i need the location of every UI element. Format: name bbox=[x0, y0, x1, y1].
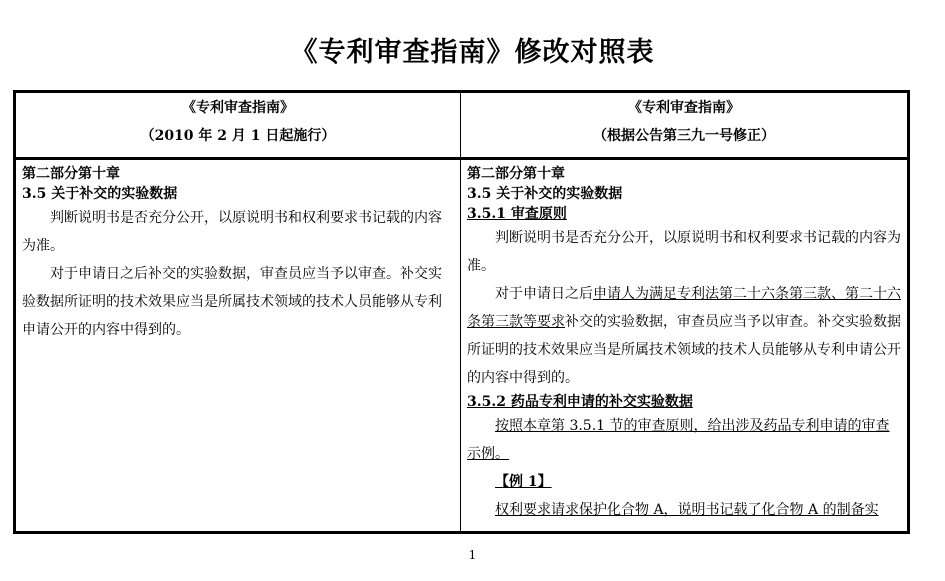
right-paragraph-3: 按照本章第 3.5.1 节的审查原则，给出涉及药品专利申请的审查示例。 bbox=[467, 418, 890, 462]
left-subsection-heading: 3.5 关于补交的实验数据 bbox=[22, 186, 178, 202]
right-paragraph-1: 判断说明书是否充分公开，以原说明书和权利要求书记载的内容为准。 bbox=[467, 230, 901, 274]
page-number: 1 bbox=[468, 548, 477, 562]
comparison-table bbox=[13, 90, 910, 534]
left-section-heading: 第二部分第十章 bbox=[22, 166, 120, 182]
right-paragraph-4: 权利要求请求保护化合物 A，说明书记载了化合物 A 的制备实 bbox=[495, 502, 879, 518]
right-heading-351: 3.5.1 审查原则 bbox=[467, 206, 567, 222]
right-section-heading: 第二部分第十章 bbox=[467, 166, 565, 182]
left-paragraph-1: 判断说明书是否充分公开，以原说明书和权利要求书记载的内容为准。 bbox=[22, 210, 442, 254]
table-header-row bbox=[15, 92, 909, 159]
right-header-title: 《专利审查指南》 bbox=[628, 100, 740, 116]
right-paragraph-2 bbox=[467, 280, 902, 392]
table-body-row bbox=[15, 159, 909, 533]
right-subsection-heading: 3.5 关于补交的实验数据 bbox=[467, 186, 623, 202]
left-column-header bbox=[15, 92, 461, 159]
right-content-cell bbox=[461, 159, 909, 533]
right-heading-352: 3.5.2 药品专利申请的补交实验数据 bbox=[467, 394, 693, 410]
right-header-note: （根据公告第三九一号修正） bbox=[593, 128, 775, 144]
right-paragraph-2-pre: 对于申请日之后 bbox=[495, 286, 593, 302]
right-paragraph-2-inserted: 申请人为满足专利法第二十六条第三款、第二十六条第三款等要求 bbox=[467, 286, 901, 330]
right-example-label: 【例 1】 bbox=[495, 474, 552, 490]
left-content-cell bbox=[15, 159, 461, 533]
left-header-date: （2010 年 2 月 1 日起施行） bbox=[140, 128, 336, 144]
right-column-header bbox=[461, 92, 909, 159]
page-title: 《专利审查指南》修改对照表 bbox=[290, 37, 655, 68]
left-paragraph-2: 对于申请日之后补交的实验数据，审查员应当予以审查。补交实验数据所证明的技术效果应当是所属技术领域的技术人员能够从专利申请公开的内容中得到的。 bbox=[22, 266, 442, 338]
left-header-title: 《专利审查指南》 bbox=[182, 100, 294, 116]
right-paragraph-2-post: 补交的实验数据，审查员应当予以审查。补交实验数据所证明的技术效果应当是所属技术领域的技术人员能够从专利申请公开的内容中得到的。 bbox=[467, 314, 901, 386]
